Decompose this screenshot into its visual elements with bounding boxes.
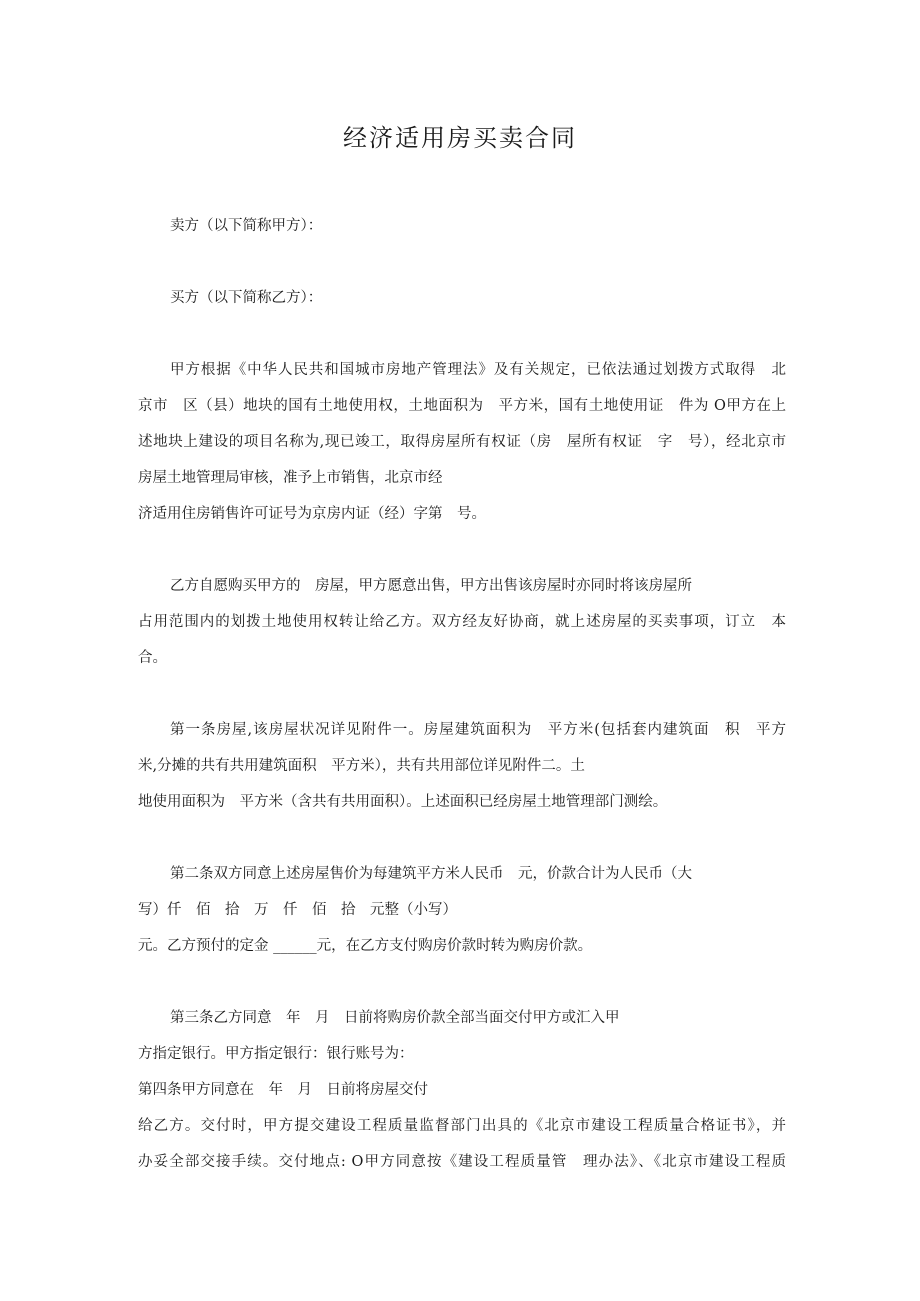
- article2-line: 第二条双方同意上述房屋售价为每建筑平方米人民币 元，价款合计为人民币（大: [170, 866, 692, 882]
- buyer-line: 买方（以下简称乙方）：: [170, 290, 323, 306]
- document-title: 经济适用房买卖合同: [343, 124, 577, 152]
- article4-line: 给乙方。交付时，甲方提交建设工程质量监督部门出具的《北京市建设工程质量合格证书》，并: [138, 1118, 786, 1134]
- preamble-line: 房屋土地管理局审核，准予上市销售，北京市经: [138, 470, 443, 486]
- article2-line: 写）仟 佰 拾 万 仟 佰 拾 元整（小写）: [138, 902, 457, 918]
- article4-line: 办妥全部交接手续。交付地点: O甲方同意按《建设工程质量管 理办法》、《北京市建设工程质: [138, 1154, 786, 1170]
- intent-line: 占用范围内的划拨土地使用权转让给乙方。双方经友好协商，就上述房屋的买卖事项，订立 本: [138, 614, 786, 630]
- article3-line: 方指定银行。甲方指定银行：银行账号为：: [138, 1046, 414, 1062]
- preamble-line: 济适用住房销售许可证号为京房内证（经）字第 号。: [138, 506, 486, 522]
- article1-line: 第一条房屋,该房屋状况详见附件一。房屋建筑面积为 平方米(包括套内建筑面 积 平方: [170, 722, 786, 738]
- seller-line: 卖方（以下简称甲方）：: [170, 218, 323, 234]
- article1-line: 米,分摊的共有共用建筑面积 平方米），共有共用部位详见附件二。土: [138, 758, 585, 774]
- preamble-line: 京市 区（县）地块的国有土地使用权，土地面积为 平方米，国有土地使用证 件为 O甲方在上: [138, 398, 786, 414]
- article3-line: 第三条乙方同意 年 月 日前将购房价款全部当面交付甲方或汇入甲: [170, 1010, 620, 1026]
- article2-line: 元。乙方预付的定金 ______元，在乙方支付购房价款时转为购房价款。: [138, 938, 593, 954]
- intent-line: 乙方自愿购买甲方的 房屋，甲方愿意出售，甲方出售该房屋时亦同时将该房屋所: [170, 578, 692, 594]
- preamble-line: 述地块上建设的项目名称为,现已竣工，取得房屋所有权证（房 屋所有权证 字 号），经北京市: [138, 434, 786, 450]
- article4-line: 第四条甲方同意在 年 月 日前将房屋交付: [138, 1082, 428, 1098]
- preamble-line: 甲方根据《中华人民共和国城市房地产管理法》及有关规定，已依法通过划拨方式取得 北: [170, 362, 786, 378]
- intent-line: 合。: [138, 650, 167, 666]
- article1-line: 地使用面积为 平方米（含共有共用面积）。上述面积已经房屋土地管理部门测绘。: [138, 794, 668, 810]
